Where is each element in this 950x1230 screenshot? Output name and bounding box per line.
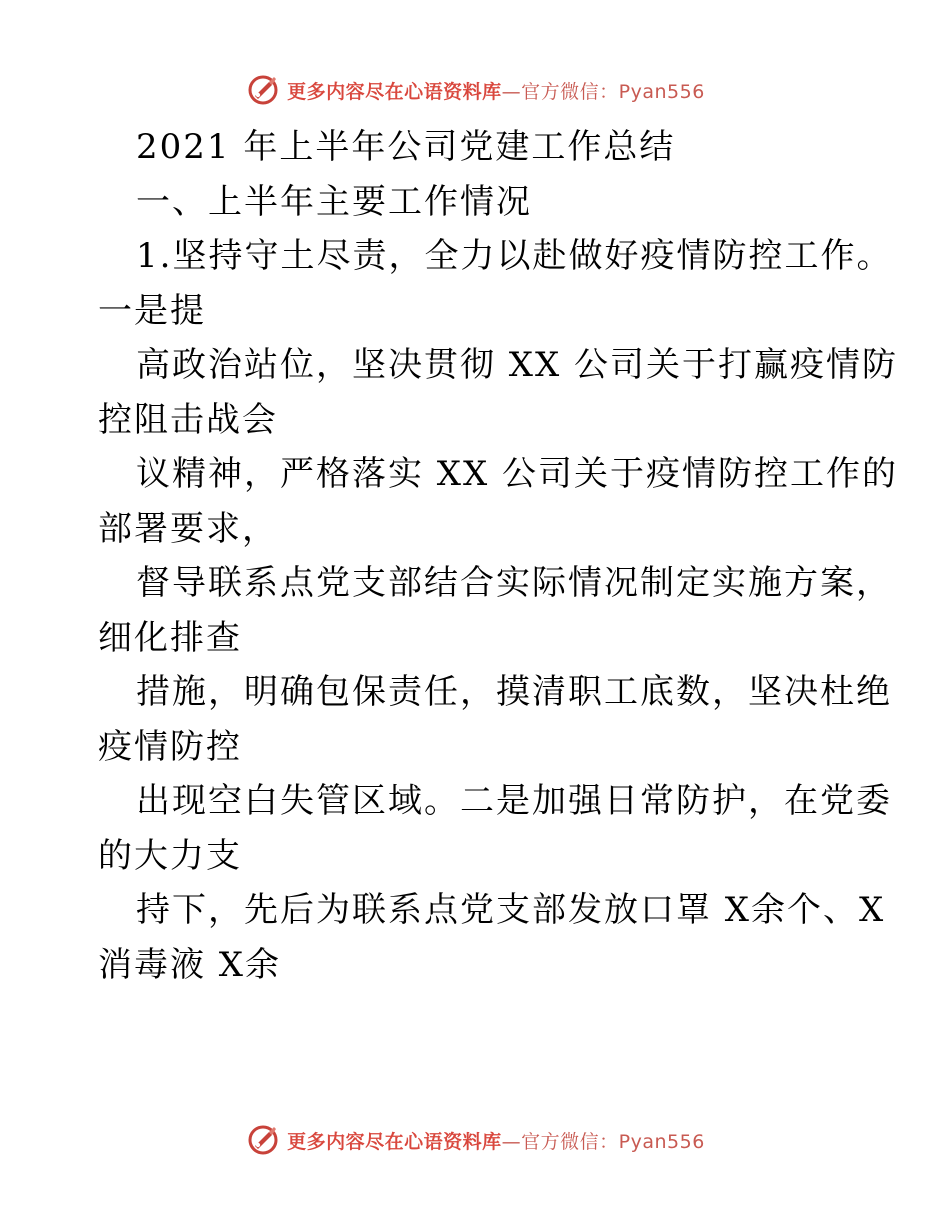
brand-logo-icon	[245, 1122, 281, 1158]
text-line: 的大力支	[98, 835, 242, 876]
watermark-brand: 更多内容尽在心语资料库	[287, 80, 502, 103]
text-line: 高政治站位，坚决贯彻 XX 公司关于打赢疫情防	[136, 345, 899, 385]
text-line: 督导联系点党支部结合实际情况制定实施方案，	[136, 563, 892, 603]
text-line: 部署要求，	[98, 508, 278, 549]
watermark-text	[287, 77, 705, 104]
text-line: 疫情防控	[98, 726, 242, 767]
watermark-brand: 更多内容尽在心语资料库	[287, 1130, 502, 1153]
watermark-contact: —官方微信：Pyan556	[501, 80, 705, 103]
text-line: 1.坚持守土尽责，全力以赴做好疫情防控工作。	[136, 236, 893, 276]
text-line: 控阻击战会	[98, 399, 278, 440]
watermark-text	[287, 1127, 705, 1154]
footer-watermark	[0, 1120, 950, 1160]
header-watermark	[0, 70, 950, 110]
text-line: 出现空白失管区域。二是加强日常防护，在党委	[136, 781, 892, 821]
watermark-contact: —官方微信：Pyan556	[501, 1130, 705, 1153]
text-line: 一是提	[98, 290, 206, 331]
document-body	[98, 120, 899, 992]
text-line: 议精神，严格落实 XX 公司关于疫情防控工作的	[136, 454, 899, 494]
text-line: 一、上半年主要工作情况	[136, 181, 532, 222]
text-line: 2021 年上半年公司党建工作总结	[136, 127, 676, 167]
brand-logo-icon	[245, 72, 281, 108]
text-line: 消毒液 X余	[98, 944, 282, 985]
text-line: 措施，明确包保责任，摸清职工底数，坚决杜绝	[136, 672, 892, 712]
text-line: 持下，先后为联系点党支部发放口罩 X余个、X	[136, 890, 886, 930]
text-line: 细化排查	[98, 617, 242, 658]
